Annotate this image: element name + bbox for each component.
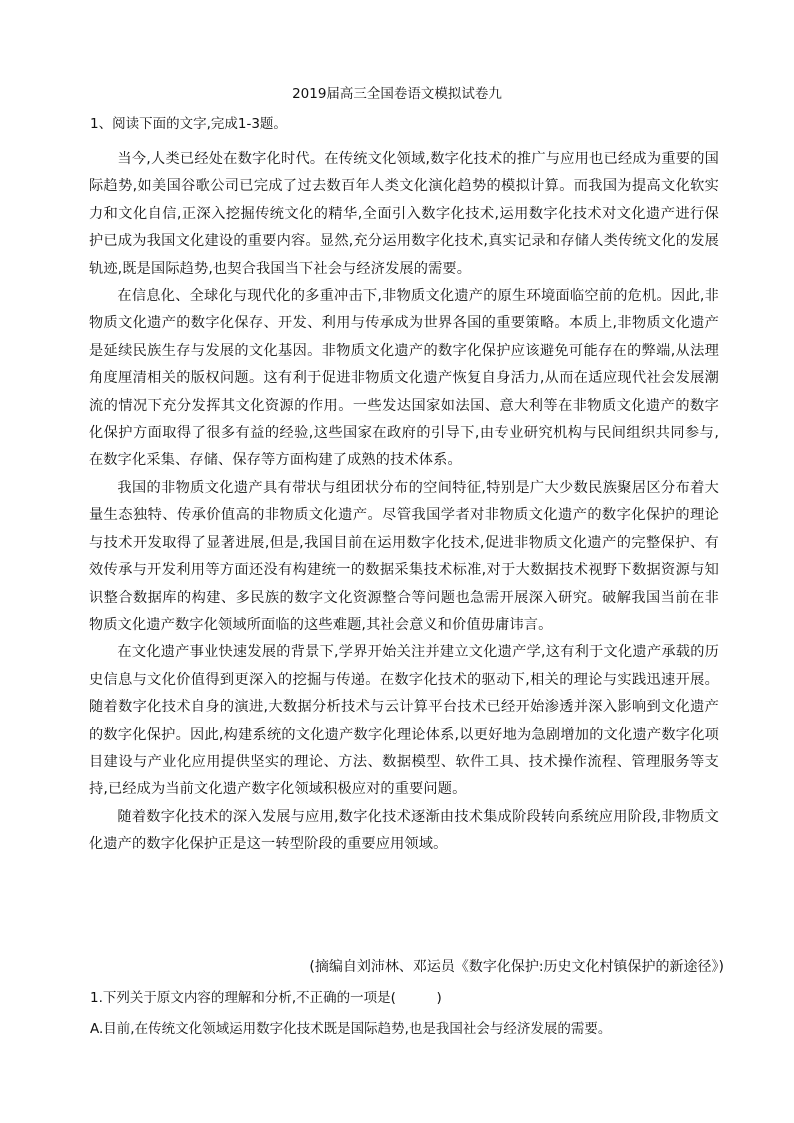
- document-title: 2019届高三全国卷语文模拟试卷九: [292, 86, 502, 102]
- passage-paragraph-4: 在文化遗产事业快速发展的背景下,学界开始关注并建立文化遗产学,这有利于文化遗产承载的历史信息与文化价值得到更深入的挖掘与传递。在数字化技术的驱动下,相关的理论与实践迅速开展。随着数字化技术自身的演进,大数据分析技术与云计算平台技术已经开始渗透并深入影响到文化遗产的数字化保护。因此,构建系统的文化遗产数字化理论体系,以更好地为急剧增加的文化遗产数字化项目建设与产业化应用提供坚实的理论、方法、数据模型、软件工具、技术操作流程、管理服务等支持,已经成为当前文化遗产数字化领域积极应对的重要问题。: [89, 644, 719, 798]
- question-set-intro: 1、阅读下面的文字,完成1-3题。: [90, 116, 287, 132]
- passage-source: (摘编自刘沛林、邓运员《数字化保护:历史文化村镇保护的新途径》): [309, 959, 724, 975]
- question-1-stem: 1.下列关于原文内容的理解和分析,不正确的一项是( ): [90, 990, 442, 1006]
- reading-passage: [89, 146, 719, 859]
- passage-paragraph-2: 在信息化、全球化与现代化的多重冲击下,非物质文化遗产的原生环境面临空前的危机。因此,非物质文化遗产的数字化保存、开发、利用与传承成为世界各国的重要策略。本质上,非物质文化遗产是延续民族生存与发展的文化基因。非物质文化遗产的数字化保护应该避免可能存在的弊端,从法理角度厘清相关的版权问题。这有利于促进非物质文化遗产恢复自身活力,从而在适应现代社会发展潮流的情况下充分发挥其文化资源的作用。一些发达国家如法国、意大利等在非物质文化遗产的数字化保护方面取得了很多有益的经验,这些国家在政府的引导下,由专业研究机构与民间组织共同参与,在数字化采集、存储、保存等方面构建了成熟的技术体系。: [89, 288, 719, 469]
- passage-paragraph-3: 我国的非物质文化遗产具有带状与组团状分布的空间特征,特别是广大少数民族聚居区分布着大量生态独特、传承价值高的非物质文化遗产。尽管我国学者对非物质文化遗产的数字化保护的理论与技术开发取得了显著进展,但是,我国目前在运用数字化技术,促进非物质文化遗产的完整保护、有效传承与开发利用等方面还没有构建统一的数据采集技术标准,对于大数据技术视野下数据资源与知识整合数据库的构建、多民族的数字文化资源整合等问题也急需开展深入研究。破解我国当前在非物质文化遗产数字化领域所面临的这些难题,其社会意义和价值毋庸讳言。: [89, 479, 719, 633]
- passage-paragraph-5: 随着数字化技术的深入发展与应用,数字化技术逐渐由技术集成阶段转向系统应用阶段,非物质文化遗产的数字化保护正是这一转型阶段的重要应用领域。: [89, 808, 719, 853]
- passage-paragraph-1: 当今,人类已经处在数字化时代。在传统文化领域,数字化技术的推广与应用也已经成为重要的国际趋势,如美国谷歌公司已完成了过去数百年人类文化演化趋势的模拟计算。而我国为提高文化软实力和文化自信,正深入挖掘传统文化的精华,全面引入数字化技术,运用数字化技术对文化遗产进行保护已成为我国文化建设的重要内容。显然,充分运用数字化技术,真实记录和存储人类传统文化的发展轨迹,既是国际趋势,也契合我国当下社会与经济发展的需要。: [89, 151, 719, 277]
- question-1-option-a: A.目前,在传统文化领域运用数字化技术既是国际趋势,也是我国社会与经济发展的需要。: [90, 1021, 612, 1037]
